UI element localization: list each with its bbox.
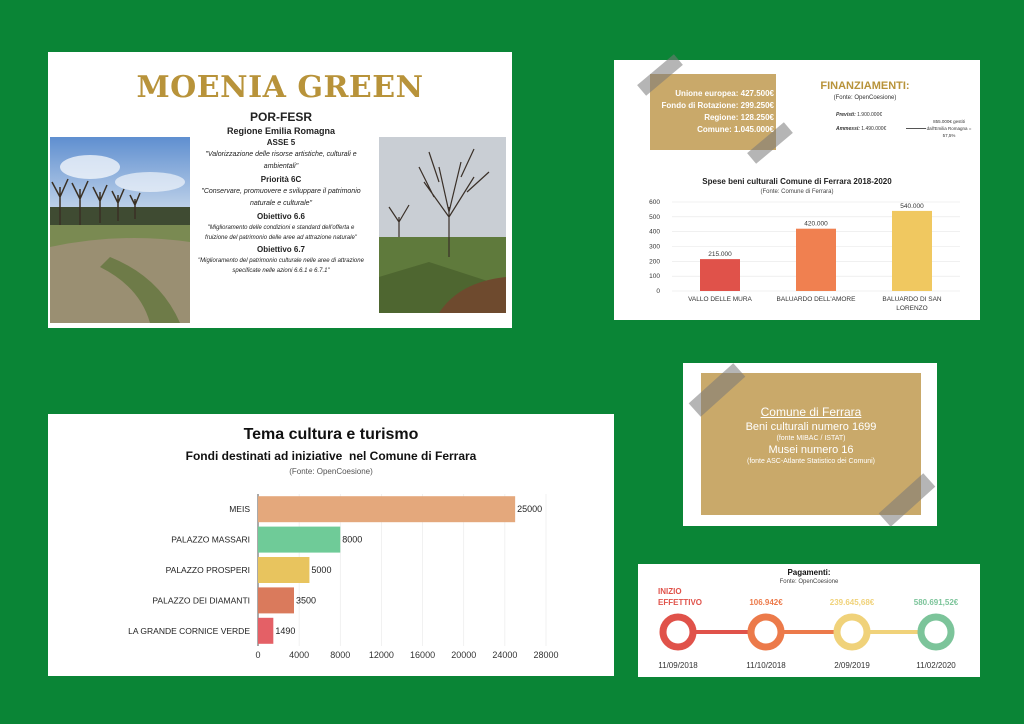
objective-2-label: Obiettivo 6.7 <box>256 245 305 254</box>
moenia-green-card <box>48 52 512 328</box>
axis-quote: "Valorizzazione delle risorse artistiche, culturali e ambientali" <box>205 151 357 170</box>
bar <box>258 618 273 644</box>
chart-subtitle: (Fonte: Comune di Ferrara) <box>760 189 834 195</box>
x-tick-label: 16000 <box>410 650 436 660</box>
timeline-label: 106.942€ <box>749 598 783 607</box>
y-tick-label: 300 <box>649 243 660 251</box>
arrow-icon <box>906 128 926 129</box>
payments-title: Pagamenti: <box>787 568 831 577</box>
funding-eu: Unione europea: 427.500€ <box>675 89 774 98</box>
y-tick-label: 400 <box>649 228 660 236</box>
heritage-count: Beni culturali numero 1699 <box>745 421 877 433</box>
heritage-source: (fonte MIBAC / ISTAT) <box>776 435 846 442</box>
park-photo-left <box>50 137 190 323</box>
card-subtitle: Fondi destinati ad iniziative nel Comune di Ferrara <box>185 449 477 463</box>
spending-chart <box>614 170 980 320</box>
funding-note: 855.000€ gestiti dall'Emilia Romagna = 57,5% <box>926 119 972 138</box>
museums-count: Musei numero 16 <box>768 444 854 456</box>
park-photo-right <box>379 137 506 313</box>
bar-value-label: 8000 <box>342 534 363 545</box>
admitted-label: Ammessi: <box>836 126 860 132</box>
y-tick-label: 200 <box>649 258 660 266</box>
timeline-date: 11/02/2020 <box>916 661 956 670</box>
payments-source: Fonte: OpenCoesione <box>779 579 839 585</box>
card-title: MOENIA GREEN <box>136 70 424 105</box>
bar <box>258 496 515 522</box>
timeline-node <box>921 617 951 647</box>
program-description <box>196 110 366 276</box>
timeline-node <box>663 617 693 647</box>
x-tick-label: 0 <box>255 650 261 660</box>
bar <box>258 587 294 613</box>
planned-label: Previsti: <box>836 112 856 118</box>
payments-timeline <box>638 564 980 677</box>
y-tick-label: LA GRANDE CORNICE VERDE <box>128 625 250 636</box>
timeline-date: 11/09/2018 <box>658 661 698 670</box>
bar <box>796 229 836 291</box>
x-tick-label: VALLO DELLE MURA <box>688 296 752 303</box>
funding-card <box>614 60 980 320</box>
x-tick-label: 28000 <box>533 650 559 660</box>
axis-label: ASSE 5 <box>266 138 296 147</box>
bar-value-label: 540.000 <box>900 202 924 210</box>
timeline-label: 239.645,68€ <box>829 598 875 607</box>
bar <box>258 527 340 553</box>
bar-value-label: 25000 <box>517 504 543 515</box>
x-tick-label: BALUARDO DELL'AMORE <box>776 296 856 303</box>
bar <box>258 557 309 583</box>
planned-value: 1.900.000€ <box>857 112 883 118</box>
planned-row <box>836 112 882 118</box>
timeline-label: EFFETTIVO <box>658 598 702 607</box>
y-tick-label: 100 <box>649 273 660 281</box>
card-title: Tema cultura e turismo <box>243 426 419 443</box>
x-tick-label: LORENZO <box>896 305 928 312</box>
x-tick-label: 8000 <box>330 650 351 660</box>
stats-text <box>701 405 921 465</box>
chart-title: Spese beni culturali Comune di Ferrara 2018-2020 <box>702 177 892 186</box>
priority-quote: "Conservare, promuovere e sviluppare il patrimonio naturale e culturale" <box>201 188 361 207</box>
timeline-label: INIZIO <box>658 587 682 596</box>
y-tick-label: PALAZZO PROSPERI <box>165 565 250 575</box>
timeline-label: 580.691,52€ <box>913 598 959 607</box>
funding-source: (Fonte: OpenCoesione) <box>833 95 897 101</box>
region-name: Regione Emilia Romagna <box>226 126 336 136</box>
x-tick-label: BALUARDO DI SAN <box>882 296 942 303</box>
bar-value-label: 1490 <box>275 625 296 636</box>
ferrara-stats-card <box>683 363 937 526</box>
x-tick-label: 4000 <box>289 650 310 660</box>
x-tick-label: 12000 <box>368 650 394 660</box>
funding-heading: FINANZIAMENTI: <box>820 80 910 92</box>
program-name: POR-FESR <box>249 110 312 124</box>
timeline-node <box>837 617 867 647</box>
bar-value-label: 215.000 <box>708 251 732 259</box>
bar <box>700 259 740 291</box>
funding-lines <box>652 88 774 136</box>
y-tick-label: MEIS <box>229 504 250 515</box>
y-tick-label: PALAZZO MASSARI <box>171 534 250 545</box>
bar-value-label: 3500 <box>296 595 317 606</box>
bar-value-label: 420.000 <box>804 220 828 228</box>
timeline-node <box>751 617 781 647</box>
stats-title-link[interactable]: Comune di Ferrara <box>760 405 862 419</box>
museums-source: (fonte ASC-Atlante Statistico dei Comuni) <box>746 458 875 465</box>
y-tick-label: PALAZZO DEI DIAMANTI <box>152 595 250 606</box>
bar-value-label: 5000 <box>311 565 332 575</box>
y-tick-label: 500 <box>649 213 660 221</box>
y-tick-label: 600 <box>649 199 660 206</box>
card-source: (Fonte: OpenCoesione) <box>289 467 373 476</box>
objective-1-quote: "Miglioramento delle condizioni e standard dell'offerta e fruizione del patrimonio delle aree ad attrazione naturale" <box>205 225 357 241</box>
timeline-date: 11/10/2018 <box>746 661 786 670</box>
y-tick-label: 0 <box>656 288 660 295</box>
admitted-row <box>836 126 886 132</box>
x-tick-label: 24000 <box>492 650 518 660</box>
funds-chart <box>48 490 614 670</box>
timeline-date: 2/09/2019 <box>834 661 870 670</box>
priority-label: Priorità 6C <box>260 175 302 184</box>
funding-region: Regione: 128.250€ <box>704 113 774 122</box>
bar <box>892 211 932 291</box>
culture-tourism-card <box>48 414 614 676</box>
funding-rotation: Fondo di Rotazione: 299.250€ <box>661 101 774 110</box>
objective-1-label: Obiettivo 6.6 <box>256 212 305 221</box>
objective-2-quote: "Miglioramento del patrimonio culturale nelle aree di attrazione specificate nelle azioni 6.6.1 e 6.7.1" <box>198 258 364 274</box>
payments-card <box>638 564 980 677</box>
x-tick-label: 20000 <box>451 650 477 660</box>
funding-municipality: Comune: 1.045.000€ <box>697 125 774 134</box>
admitted-value: 1.490.000€ <box>861 126 887 132</box>
